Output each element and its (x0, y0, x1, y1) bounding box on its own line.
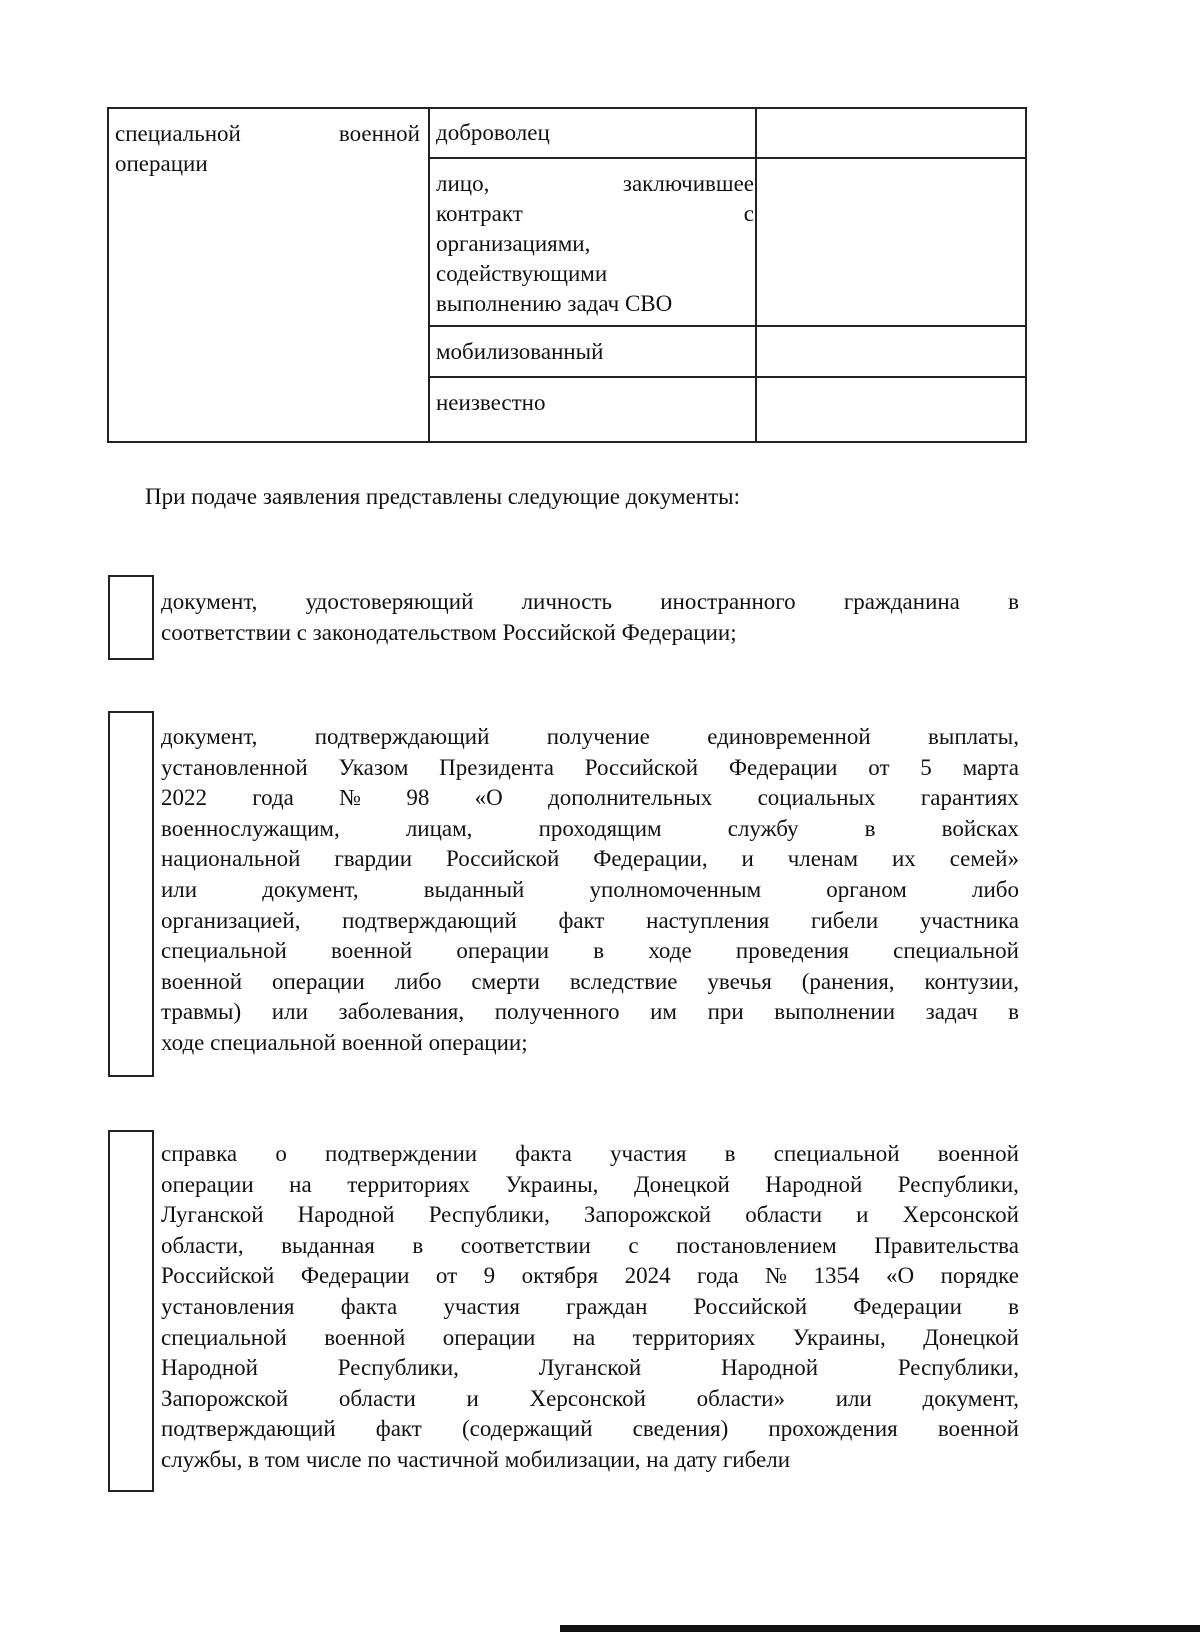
document-line (161, 722, 1019, 753)
document-line (161, 1170, 1019, 1201)
word: в (1008, 589, 1019, 614)
word: организацией, (161, 907, 301, 933)
document-checkbox[interactable] (108, 1130, 154, 1492)
contract-word: заключившее (622, 171, 754, 196)
word: либо (971, 876, 1019, 902)
scan-edge (560, 1625, 1200, 1632)
word: подтверждающий (342, 907, 517, 933)
word: в (593, 938, 605, 964)
word: Украины, (505, 1171, 599, 1197)
document-line (161, 906, 1019, 937)
word: установленной (161, 754, 308, 780)
word: подтверждающий (314, 724, 490, 749)
word: Народной (765, 1171, 863, 1197)
word: органом (826, 876, 907, 902)
word: национальной (161, 846, 301, 872)
word: в (1008, 999, 1019, 1025)
category-word: специальной (115, 121, 241, 146)
word: (ранения, (801, 968, 895, 994)
word: от (435, 1263, 458, 1289)
document-line (161, 814, 1019, 845)
documents-intro: При подаче заявления представлены следующие документы: (145, 484, 740, 509)
word: факта (340, 1293, 398, 1319)
word: Республики, (428, 1202, 550, 1228)
word: и (741, 846, 754, 872)
contract-line (436, 199, 754, 229)
word: гвардии (334, 846, 413, 872)
word: специальной (161, 1324, 287, 1350)
word: № (339, 785, 362, 811)
document-item-text (161, 1139, 1019, 1476)
contract-line: содействующими (436, 261, 608, 286)
word: 9 (483, 1263, 496, 1289)
word: факт (558, 907, 605, 933)
word: документ, (161, 589, 258, 614)
word: Республики, (897, 1355, 1019, 1381)
word: Республики, (337, 1355, 459, 1381)
word: октября (521, 1263, 599, 1289)
status-label-mobilized: мобилизованный (436, 339, 604, 364)
word: справка (161, 1141, 238, 1166)
word: постановлением (676, 1232, 837, 1258)
word: операции (161, 1171, 254, 1197)
status-table (107, 107, 1027, 443)
word: проведения (735, 938, 849, 964)
word: на (572, 1324, 596, 1350)
word: военной (937, 1416, 1019, 1442)
word: иностранного (660, 589, 796, 614)
document-line (161, 1353, 1019, 1384)
row-divider (430, 376, 1025, 378)
word: Указом (338, 754, 409, 780)
document-line (161, 875, 1019, 906)
document-checkbox[interactable] (108, 575, 154, 660)
status-label-contract (436, 169, 754, 319)
word: их (891, 846, 916, 872)
word: Федерации (300, 1263, 410, 1289)
word: Украины, (792, 1324, 886, 1350)
category-word: операции (115, 151, 208, 176)
word: увечья (707, 968, 772, 994)
word: удостоверяющий (305, 589, 474, 614)
document-checkbox[interactable] (108, 711, 154, 1077)
word: Запорожской (161, 1385, 289, 1411)
word: области (338, 1385, 416, 1411)
word: 5 (920, 754, 932, 780)
word: специальной (893, 938, 1019, 964)
word: подтверждающий (161, 1416, 336, 1442)
word: личность (521, 589, 613, 614)
word: 1354 (813, 1263, 860, 1289)
word: им (650, 999, 677, 1025)
contract-word: с (743, 201, 754, 226)
document-item-text (161, 587, 1019, 648)
document-line (161, 1139, 1019, 1170)
word: получение (546, 724, 650, 749)
word: полученного (494, 999, 620, 1025)
word: граждан (566, 1293, 648, 1319)
word: заболевания, (338, 999, 465, 1025)
word: специальной (773, 1141, 900, 1166)
word: Российской (693, 1293, 808, 1319)
word: Российской (445, 846, 560, 872)
word: контузии, (924, 968, 1019, 994)
document-line (161, 1200, 1019, 1231)
word: сведения) (632, 1416, 729, 1442)
word: Народной (297, 1202, 395, 1228)
document-line (161, 783, 1019, 814)
word: года (697, 1263, 739, 1289)
word: операции (442, 1324, 536, 1350)
document-item-text (161, 722, 1019, 1059)
word: 98 (406, 785, 430, 811)
word: «О (886, 1263, 915, 1289)
document-line (161, 753, 1019, 784)
word: Президента (439, 754, 554, 780)
word: факта (515, 1141, 572, 1166)
word: Херсонской (902, 1202, 1019, 1228)
word: единовременной (707, 724, 871, 749)
word: с (628, 1232, 639, 1258)
word: соответствии (460, 1232, 591, 1258)
word: наступления (646, 907, 770, 933)
word: Республики, (897, 1171, 1019, 1197)
word: вследствие (569, 968, 678, 994)
category-label (115, 119, 420, 179)
document-line (161, 1231, 1019, 1262)
word: Народной (161, 1355, 258, 1381)
word: членам (787, 846, 859, 872)
word: войсках (941, 815, 1019, 841)
word: гарантиях (920, 785, 1019, 811)
document-line (161, 936, 1019, 967)
word: выданная (281, 1232, 375, 1258)
word: Донецкой (633, 1171, 730, 1197)
document-line (161, 1323, 1019, 1354)
document-line (161, 997, 1019, 1028)
word: документ, (161, 724, 258, 749)
word: Федерации (728, 754, 838, 780)
word: (содержащий (461, 1416, 593, 1442)
word: уполномоченным (589, 876, 762, 902)
word: от (868, 754, 890, 780)
word: Народной (721, 1355, 819, 1381)
word: Запорожской (583, 1202, 712, 1228)
document-line (161, 1261, 1019, 1292)
word: в (864, 815, 876, 841)
word: дополнительных (548, 785, 713, 811)
contract-line: организациями, (436, 231, 591, 256)
word: Федерации, (593, 846, 708, 872)
contract-line: выполнению задач СВО (436, 291, 673, 316)
word: или (271, 999, 308, 1025)
word: Российской (584, 754, 699, 780)
word: участника (919, 907, 1019, 933)
document-line: ходе специальной военной операции; (161, 1029, 528, 1055)
word: области, (161, 1232, 244, 1258)
document-line (161, 967, 1019, 998)
contract-line (436, 169, 754, 199)
word: военнослужащим, (161, 815, 340, 841)
document-line (161, 1384, 1019, 1415)
word: марта (962, 754, 1019, 780)
word: либо (394, 968, 442, 994)
word: территориях (347, 1171, 470, 1197)
word: выполнении (774, 999, 896, 1025)
word: подтверждении (325, 1141, 478, 1166)
word: Правительства (874, 1232, 1019, 1258)
word: в (724, 1141, 736, 1166)
word: службу (727, 815, 799, 841)
word: и (856, 1202, 869, 1228)
document-line (161, 1292, 1019, 1323)
document-line (161, 844, 1019, 875)
status-label-volunteer: доброволец (436, 120, 550, 145)
word: участия (610, 1141, 687, 1166)
word: социальных (757, 785, 876, 811)
word: военной (331, 938, 413, 964)
word: специальной (161, 938, 287, 964)
word: участия (443, 1293, 520, 1319)
word: Луганской (538, 1355, 642, 1381)
word: гражданина (843, 589, 960, 614)
contract-word: контракт (436, 201, 523, 226)
word: смерти (471, 968, 540, 994)
word: в (1008, 1293, 1019, 1319)
word: гибели (811, 907, 879, 933)
word: «О (474, 785, 503, 811)
row-divider (430, 157, 1025, 159)
word: выданный (423, 876, 525, 902)
word: военной (161, 968, 243, 994)
word: документ, (262, 876, 359, 902)
word: операции (272, 968, 365, 994)
word: области» (696, 1385, 785, 1411)
word: Российской (161, 1263, 275, 1289)
word: 2022 (161, 785, 207, 811)
word: прохождения (768, 1416, 898, 1442)
word: военной (937, 1141, 1019, 1166)
word: области (745, 1202, 823, 1228)
word: травмы) (161, 999, 242, 1025)
document-line: соответствии с законодательством Российской Федерации; (161, 619, 737, 645)
word: документ, (922, 1385, 1019, 1411)
word: установления (161, 1293, 295, 1319)
status-label-unknown: неизвестно (436, 390, 546, 415)
word: о (275, 1141, 287, 1166)
category-word: военной (338, 121, 420, 146)
word: задач (925, 999, 978, 1025)
word: при (707, 999, 744, 1025)
document-line (161, 1414, 1019, 1445)
word: порядке (940, 1263, 1019, 1289)
document-line: службы, в том числе по частичной мобилизации, на дату гибели (161, 1446, 790, 1472)
row-divider (430, 325, 1025, 327)
word: и (466, 1385, 479, 1411)
word: Херсонской (529, 1385, 646, 1411)
word: операции (456, 938, 550, 964)
word: № (765, 1263, 788, 1289)
word: года (252, 785, 294, 811)
word: территориях (632, 1324, 756, 1350)
contract-word: лицо, (436, 171, 490, 196)
word: семей» (949, 846, 1019, 872)
word: на (289, 1171, 312, 1197)
word: лицам, (405, 815, 473, 841)
word: проходящим (538, 815, 662, 841)
word: выплаты, (928, 724, 1019, 749)
word: факт (375, 1416, 422, 1442)
word: ходе (648, 938, 692, 964)
word: 2024 (624, 1263, 671, 1289)
word: военной (324, 1324, 406, 1350)
word: Федерации (853, 1293, 962, 1319)
word: или (835, 1385, 872, 1411)
word: в (412, 1232, 424, 1258)
document-line (161, 587, 1019, 618)
word: Луганской (161, 1202, 264, 1228)
word: или (161, 876, 198, 902)
word: Донецкой (923, 1324, 1019, 1350)
